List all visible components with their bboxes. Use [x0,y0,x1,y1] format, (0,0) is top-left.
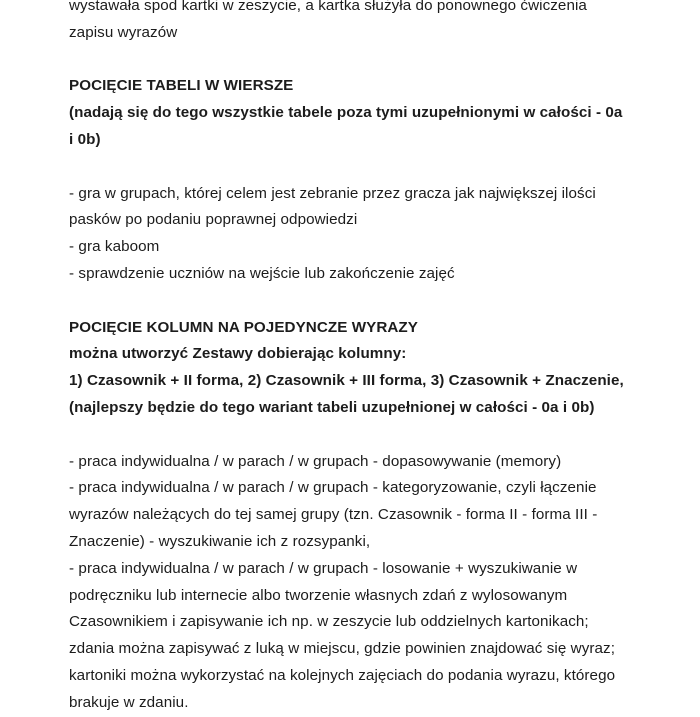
text-block-list-pociecie-tabeli [69,181,635,288]
text-line: kartoniki można wykorzystać na kolejnych zajęciach do podania wyrazu, którego [69,666,616,684]
text-line: zapisu wyrazów [69,23,178,41]
paragraph-spacer [69,422,635,449]
text-line: Czasownikiem i zapisywanie ich np. w zeszycie lub oddzielnych kartonikach; [69,613,589,631]
text-line: pasków po podaniu poprawnej odpowiedzi [69,211,358,229]
text-block-list-pociecie-kolumn [69,449,635,717]
text-line: - praca indywidualna / w parach / w grupach - dopasowywanie (memory) [69,452,562,470]
text-line: wystawała spod kartki w zeszycie, a kartka służyła do ponownego ćwiczenia [69,0,587,14]
text-line: - gra w grupach, której celem jest zebranie przez gracza jak największej ilości [69,184,596,202]
text-block-heading-pociecie-tabeli [69,73,635,153]
text-line: 1) Czasownik + II forma, 2) Czasownik + III forma, 3) Czasownik + Znaczenie, [69,372,624,390]
text-line: - sprawdzenie uczniów na wejście lub zakończenie zajęć [69,264,455,282]
paragraph-spacer [69,288,635,315]
text-line: POCIĘCIE KOLUMN NA POJEDYNCZE WYRAZY [69,318,418,336]
text-block-heading-pociecie-kolumn [69,315,635,422]
text-line: (najlepszy będzie do tego wariant tabeli uzupełnionej w całości - 0a i 0b) [69,398,595,416]
text-line: brakuje w zdaniu. [69,693,189,711]
paragraph-spacer [69,154,635,181]
text-line: - gra kaboom [69,238,160,256]
text-line: - praca indywidualna / w parach / w grupach - losowanie + wyszukiwanie w [69,559,578,577]
text-line: wyrazów należących do tej samej grupy (tzn. Czasownik - forma II - forma III - [69,506,598,524]
text-line: Znaczenie) - wyszukiwanie ich z rozsypanki, [69,532,371,550]
text-line: - praca indywidualna / w parach / w grupach - kategoryzowanie, czyli łączenie [69,479,597,497]
text-line: (nadają się do tego wszystkie tabele poza tymi uzupełnionymi w całości - 0a [69,104,623,122]
text-line: i 0b) [69,130,101,148]
text-line: POCIĘCIE TABELI W WIERSZE [69,77,294,95]
document-text-column [69,0,635,717]
text-line: podręczniku lub internecie albo tworzenie własnych zdań z wylosowanym [69,586,568,604]
paragraph-spacer [69,47,635,74]
text-block-intro-paragraph [69,0,635,47]
text-line: zdania można zapisywać z luką w miejscu, gdzie powinien znajdować się wyraz; [69,640,616,658]
text-line: można utworzyć Zestawy dobierając kolumny: [69,345,407,363]
